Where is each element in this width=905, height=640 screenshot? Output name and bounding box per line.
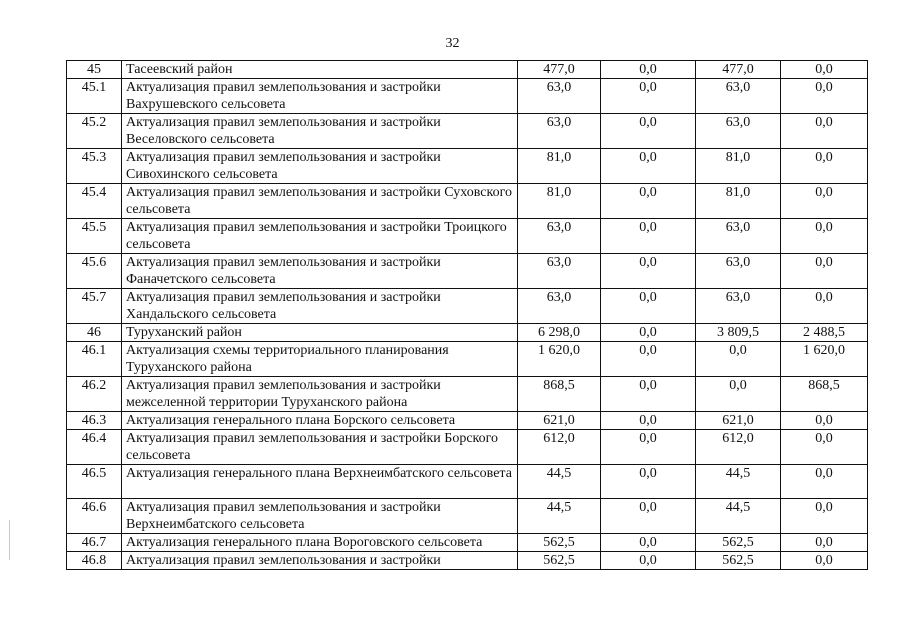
row-value-3: 63,0 xyxy=(696,114,781,149)
row-value-2: 0,0 xyxy=(601,149,696,184)
table-body xyxy=(67,61,868,570)
table-row xyxy=(67,534,868,552)
row-value-2: 0,0 xyxy=(601,254,696,289)
row-number: 45.6 xyxy=(67,254,122,289)
row-value-4: 0,0 xyxy=(781,499,868,534)
table-row xyxy=(67,114,868,149)
row-value-2: 0,0 xyxy=(601,61,696,79)
row-value-3: 81,0 xyxy=(696,184,781,219)
row-value-2: 0,0 xyxy=(601,465,696,499)
page-number: 32 xyxy=(445,36,460,51)
row-value-3: 562,5 xyxy=(696,552,781,570)
row-value-4: 0,0 xyxy=(781,534,868,552)
row-value-2: 0,0 xyxy=(601,552,696,570)
row-value-total: 477,0 xyxy=(518,61,601,79)
row-name: Актуализация правил землепользования и застройки межселенной территории Туруханского района xyxy=(122,377,518,412)
row-value-total: 63,0 xyxy=(518,114,601,149)
row-value-total: 44,5 xyxy=(518,499,601,534)
table-row xyxy=(67,184,868,219)
row-value-total: 6 298,0 xyxy=(518,324,601,342)
row-value-4: 0,0 xyxy=(781,149,868,184)
row-value-3: 621,0 xyxy=(696,412,781,430)
row-value-total: 868,5 xyxy=(518,377,601,412)
row-name: Актуализация схемы территориального планирования Туруханского района xyxy=(122,342,518,377)
row-value-total: 1 620,0 xyxy=(518,342,601,377)
row-value-total: 621,0 xyxy=(518,412,601,430)
table-row xyxy=(67,324,868,342)
table-row xyxy=(67,377,868,412)
row-name: Актуализация генерального плана Верхнеимбатского сельсовета xyxy=(122,465,518,499)
row-number: 46.7 xyxy=(67,534,122,552)
row-name: Актуализация правил землепользования и застройки Верхнеимбатского сельсовета xyxy=(122,499,518,534)
row-value-3: 63,0 xyxy=(696,79,781,114)
row-value-4: 0,0 xyxy=(781,430,868,465)
row-value-2: 0,0 xyxy=(601,324,696,342)
row-number: 46.6 xyxy=(67,499,122,534)
row-name: Актуализация генерального плана Вороговского сельсовета xyxy=(122,534,518,552)
row-name: Тасеевский район xyxy=(122,61,518,79)
row-value-3: 3 809,5 xyxy=(696,324,781,342)
row-value-4: 0,0 xyxy=(781,465,868,499)
row-name: Актуализация правил землепользования и застройки xyxy=(122,552,518,570)
row-name: Актуализация правил землепользования и застройки Фаначетского сельсовета xyxy=(122,254,518,289)
row-name: Актуализация правил землепользования и застройки Троицкого сельсовета xyxy=(122,219,518,254)
row-value-total: 63,0 xyxy=(518,254,601,289)
table-row xyxy=(67,465,868,499)
row-value-total: 562,5 xyxy=(518,552,601,570)
row-value-4: 0,0 xyxy=(781,114,868,149)
row-number: 46.5 xyxy=(67,465,122,499)
row-value-4: 0,0 xyxy=(781,412,868,430)
table-row xyxy=(67,430,868,465)
table-row xyxy=(67,552,868,570)
row-value-2: 0,0 xyxy=(601,79,696,114)
row-number: 45.5 xyxy=(67,219,122,254)
row-value-2: 0,0 xyxy=(601,114,696,149)
row-value-2: 0,0 xyxy=(601,342,696,377)
row-number: 45.4 xyxy=(67,184,122,219)
row-value-4: 1 620,0 xyxy=(781,342,868,377)
row-value-2: 0,0 xyxy=(601,289,696,324)
row-value-3: 63,0 xyxy=(696,289,781,324)
row-value-2: 0,0 xyxy=(601,534,696,552)
row-name: Актуализация правил землепользования и застройки Вахрушевского сельсовета xyxy=(122,79,518,114)
row-number: 46.1 xyxy=(67,342,122,377)
row-value-3: 81,0 xyxy=(696,149,781,184)
table-row xyxy=(67,289,868,324)
row-value-4: 0,0 xyxy=(781,289,868,324)
row-name: Актуализация правил землепользования и застройки Борского сельсовета xyxy=(122,430,518,465)
row-value-total: 44,5 xyxy=(518,465,601,499)
row-value-total: 81,0 xyxy=(518,149,601,184)
table-row xyxy=(67,412,868,430)
row-value-2: 0,0 xyxy=(601,184,696,219)
table-row xyxy=(67,254,868,289)
row-value-2: 0,0 xyxy=(601,412,696,430)
budget-table-container xyxy=(66,60,868,570)
row-value-total: 612,0 xyxy=(518,430,601,465)
row-value-2: 0,0 xyxy=(601,499,696,534)
row-value-4: 0,0 xyxy=(781,61,868,79)
row-value-total: 63,0 xyxy=(518,79,601,114)
row-value-4: 2 488,5 xyxy=(781,324,868,342)
row-value-4: 0,0 xyxy=(781,552,868,570)
row-value-2: 0,0 xyxy=(601,377,696,412)
row-value-4: 0,0 xyxy=(781,219,868,254)
row-value-3: 562,5 xyxy=(696,534,781,552)
row-name: Актуализация генерального плана Борского сельсовета xyxy=(122,412,518,430)
row-number: 45.2 xyxy=(67,114,122,149)
row-value-total: 562,5 xyxy=(518,534,601,552)
row-number: 45 xyxy=(67,61,122,79)
row-value-3: 477,0 xyxy=(696,61,781,79)
row-number: 46.3 xyxy=(67,412,122,430)
row-value-total: 63,0 xyxy=(518,289,601,324)
row-value-4: 868,5 xyxy=(781,377,868,412)
budget-table xyxy=(66,60,868,570)
row-value-2: 0,0 xyxy=(601,430,696,465)
row-value-4: 0,0 xyxy=(781,79,868,114)
row-value-4: 0,0 xyxy=(781,184,868,219)
scan-edge-mark xyxy=(9,520,10,560)
row-name: Актуализация правил землепользования и застройки Суховского сельсовета xyxy=(122,184,518,219)
row-number: 45.7 xyxy=(67,289,122,324)
table-row xyxy=(67,149,868,184)
row-number: 45.3 xyxy=(67,149,122,184)
row-value-3: 0,0 xyxy=(696,342,781,377)
row-number: 46.8 xyxy=(67,552,122,570)
row-value-3: 612,0 xyxy=(696,430,781,465)
row-value-3: 0,0 xyxy=(696,377,781,412)
row-number: 46 xyxy=(67,324,122,342)
row-name: Актуализация правил землепользования и застройки Веселовского сельсовета xyxy=(122,114,518,149)
table-row xyxy=(67,219,868,254)
table-row xyxy=(67,79,868,114)
table-row xyxy=(67,61,868,79)
row-number: 46.2 xyxy=(67,377,122,412)
row-value-3: 44,5 xyxy=(696,465,781,499)
row-value-4: 0,0 xyxy=(781,254,868,289)
row-name: Актуализация правил землепользования и застройки Хандальского сельсовета xyxy=(122,289,518,324)
row-value-3: 63,0 xyxy=(696,254,781,289)
row-name: Туруханский район xyxy=(122,324,518,342)
row-value-3: 44,5 xyxy=(696,499,781,534)
row-value-3: 63,0 xyxy=(696,219,781,254)
row-number: 45.1 xyxy=(67,79,122,114)
row-value-total: 81,0 xyxy=(518,184,601,219)
row-value-2: 0,0 xyxy=(601,219,696,254)
row-value-total: 63,0 xyxy=(518,219,601,254)
row-name: Актуализация правил землепользования и застройки Сивохинского сельсовета xyxy=(122,149,518,184)
row-number: 46.4 xyxy=(67,430,122,465)
table-row xyxy=(67,342,868,377)
table-row xyxy=(67,499,868,534)
